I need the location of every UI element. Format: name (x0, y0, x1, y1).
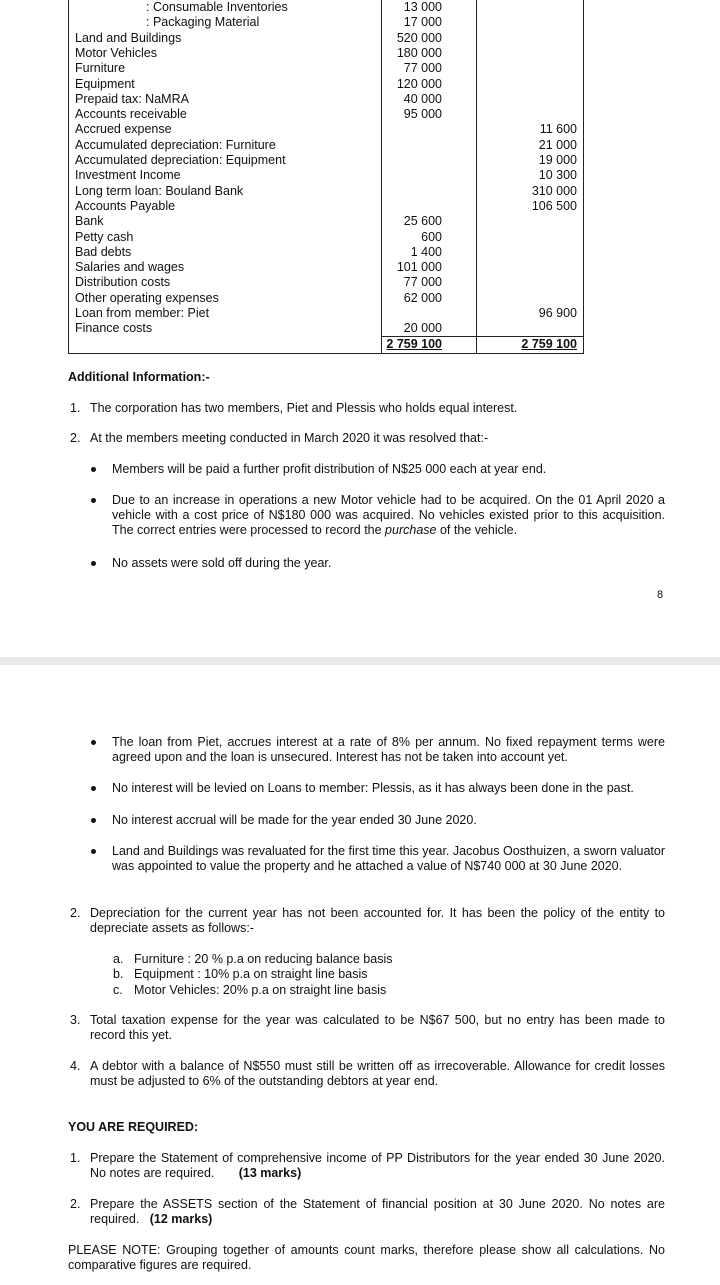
required-heading: YOU ARE REQUIRED: (68, 1120, 199, 1134)
debit-amount: 20 000 (403, 321, 442, 336)
trial-balance-row (69, 31, 583, 46)
debit-amount: 40 000 (403, 91, 442, 106)
trial-balance-row (69, 214, 583, 229)
bullet-no-interest-accrual: No interest accrual will be made for the year ended 30 June 2020. (112, 813, 477, 827)
bullet-loan-interest: The loan from Piet, accrues interest at a rate of 8% per annum. No fixed repayment terms were agreed upon and the loan is unsecured. Interest has not be taken into account yet. (112, 735, 665, 764)
trial-balance-row (69, 77, 583, 92)
bullet-icon (91, 561, 96, 566)
trial-balance-row (69, 61, 583, 76)
question-1 (90, 1151, 665, 1181)
trial-balance-row (69, 260, 583, 275)
trial-balance-row (69, 199, 583, 214)
debit-amount: 25 600 (403, 214, 442, 229)
item-4-number: 4. (70, 1059, 81, 1073)
question-2-text: Prepare the ASSETS section of the Statement of financial position at 30 June 2020. No notes are required. (90, 1197, 665, 1226)
credit-amount: 21 000 (538, 137, 577, 152)
account-name: Distribution costs (75, 275, 171, 290)
credit-amount: 11 600 (539, 122, 577, 137)
debit-amount: 77 000 (403, 275, 442, 290)
account-name: Long term loan: Bouland Bank (75, 183, 244, 198)
trial-balance-row (69, 92, 583, 107)
account-name: : Consumable Inventories (146, 0, 288, 14)
dep-item-letter: c. (113, 983, 123, 997)
bullet-motor-vehicle-tail: of the vehicle. (436, 523, 518, 537)
account-name: Accounts receivable (75, 107, 187, 122)
question-2-marks: (12 marks) (149, 1212, 213, 1226)
trial-balance-row (69, 275, 583, 290)
bullet-icon (91, 467, 96, 472)
trial-balance-row (69, 138, 583, 153)
account-name: Motor Vehicles (75, 45, 157, 60)
bullet-icon (91, 849, 96, 854)
item-2-number: 2. (70, 431, 81, 445)
bullet-motor-vehicle-italic: purchase (385, 523, 437, 537)
total-debit: 2 759 100 (386, 337, 442, 351)
credit-amount: 106 500 (531, 198, 577, 213)
trial-balance-row (69, 153, 583, 168)
credit-amount: 96 900 (538, 306, 577, 320)
dep-number: 2. (70, 906, 81, 920)
trial-balance-row (69, 321, 583, 336)
please-note: PLEASE NOTE: Grouping together of amounts count marks, therefore please show all calculations. No comparative figures are required. (68, 1243, 665, 1272)
bullet-revaluation: Land and Buildings was revaluated for the first time this year. Jacobus Oosthuizen, a sworn valuator was appointed to value the property and he attached a value of N$740 000 at 30 June 2020. (112, 844, 665, 873)
trial-balance-table (68, 0, 584, 354)
bullet-no-assets-sold: No assets were sold off during the year. (112, 556, 332, 570)
additional-info-heading: Additional Information:- (68, 370, 210, 384)
debit-amount: 17 000 (403, 15, 442, 30)
trial-balance-row (69, 15, 583, 30)
debit-amount: 520 000 (396, 30, 442, 45)
dep-item-letter: b. (113, 967, 124, 981)
account-name: : Packaging Material (146, 15, 260, 30)
debit-amount: 95 000 (403, 107, 442, 122)
account-name: Bad debts (75, 244, 132, 259)
item-1-text: The corporation has two members, Piet and Plessis who holds equal interest. (90, 401, 518, 415)
trial-balance-total-row (69, 337, 583, 352)
bullet-icon (91, 786, 96, 791)
debit-amount: 77 000 (403, 61, 442, 76)
account-name: Other operating expenses (75, 290, 219, 305)
item-3-number: 3. (70, 1013, 81, 1027)
account-name: Accrued expense (75, 122, 172, 137)
trial-balance-row (69, 291, 583, 306)
trial-balance-row (69, 46, 583, 61)
account-name: Furniture (75, 61, 126, 76)
debit-amount: 13 000 (403, 0, 442, 14)
item-1-number: 1. (70, 401, 81, 415)
question-1-text: Prepare the Statement of comprehensive income of PP Distributors for the year ended 30 June 2020. No notes are required. (90, 1151, 665, 1180)
account-name: Accounts Payable (75, 198, 176, 213)
item-3-text: Total taxation expense for the year was calculated to be N$67 500, but no entry has been made to record this yet. (90, 1013, 665, 1042)
account-name: Equipment (75, 76, 135, 91)
dep-item-furniture: Furniture : 20 % p.a on reducing balance basis (134, 952, 393, 966)
account-name: Accumulated depreciation: Furniture (75, 137, 276, 152)
account-name: Prepaid tax: NaMRA (75, 91, 189, 106)
item-2-text: At the members meeting conducted in March 2020 it was resolved that:- (90, 431, 489, 445)
item-4-text: A debtor with a balance of N$550 must still be written off as irrecoverable. Allowance for credit losses must be adjusted to 6% of the outstanding debtors at year end. (90, 1059, 665, 1088)
credit-amount: 19 000 (538, 153, 577, 167)
bullet-icon (91, 740, 96, 745)
trial-balance-row (69, 107, 583, 122)
debit-amount: 1 400 (410, 244, 442, 259)
account-name: Bank (75, 214, 104, 229)
account-name: Land and Buildings (75, 30, 182, 45)
dep-item-letter: a. (113, 952, 124, 966)
bullet-motor-vehicle (112, 493, 665, 538)
debit-amount: 600 (421, 229, 442, 244)
dep-item-motor-vehicles: Motor Vehicles: 20% p.a on straight line basis (134, 983, 387, 997)
credit-amount: 10 300 (538, 168, 577, 183)
bullet-icon (91, 498, 96, 503)
debit-amount: 180 000 (396, 45, 442, 60)
bullet-profit-distribution: Members will be paid a further profit distribution of N$25 000 each at year end. (112, 462, 547, 476)
dep-item-equipment: Equipment : 10% p.a on straight line basis (134, 967, 368, 981)
trial-balance-row (69, 230, 583, 245)
trial-balance-row (69, 184, 583, 199)
trial-balance-row (69, 168, 583, 183)
trial-balance-row (69, 0, 583, 15)
account-name: Loan from member: Piet (75, 306, 210, 320)
account-name: Petty cash (75, 229, 134, 244)
bullet-motor-vehicle-text: Due to an increase in operations a new Motor vehicle had to be acquired. On the 01 April 2020 a vehicle with a cost price of N$180 000 was acquired. No vehicles existed prior to this acquisition. The correct entries were processed to record the (112, 493, 665, 537)
credit-amount: 310 000 (531, 183, 577, 198)
bullet-icon (91, 818, 96, 823)
total-credit: 2 759 100 (521, 337, 577, 351)
debit-amount: 120 000 (396, 76, 442, 91)
debit-amount: 62 000 (403, 290, 442, 305)
trial-balance-row (69, 122, 583, 137)
question-2 (90, 1197, 665, 1227)
account-name: Investment Income (75, 168, 181, 183)
question-2-number: 2. (70, 1197, 81, 1211)
trial-balance-row (69, 245, 583, 260)
account-name: Accumulated depreciation: Equipment (75, 153, 286, 167)
account-name: Salaries and wages (75, 260, 185, 275)
page-number: 8 (657, 589, 664, 601)
bullet-no-interest-plessis: No interest will be levied on Loans to member: Plessis, as it has always been done in the past. (112, 781, 634, 795)
account-name: Finance costs (75, 321, 153, 336)
question-1-number: 1. (70, 1151, 81, 1165)
question-1-marks: (13 marks) (238, 1166, 302, 1180)
dep-text: Depreciation for the current year has not been accounted for. It has been the policy of the entity to depreciate assets as follows:- (90, 906, 665, 935)
trial-balance-row (69, 306, 583, 321)
debit-amount: 101 000 (396, 260, 442, 275)
page-break (0, 657, 720, 665)
